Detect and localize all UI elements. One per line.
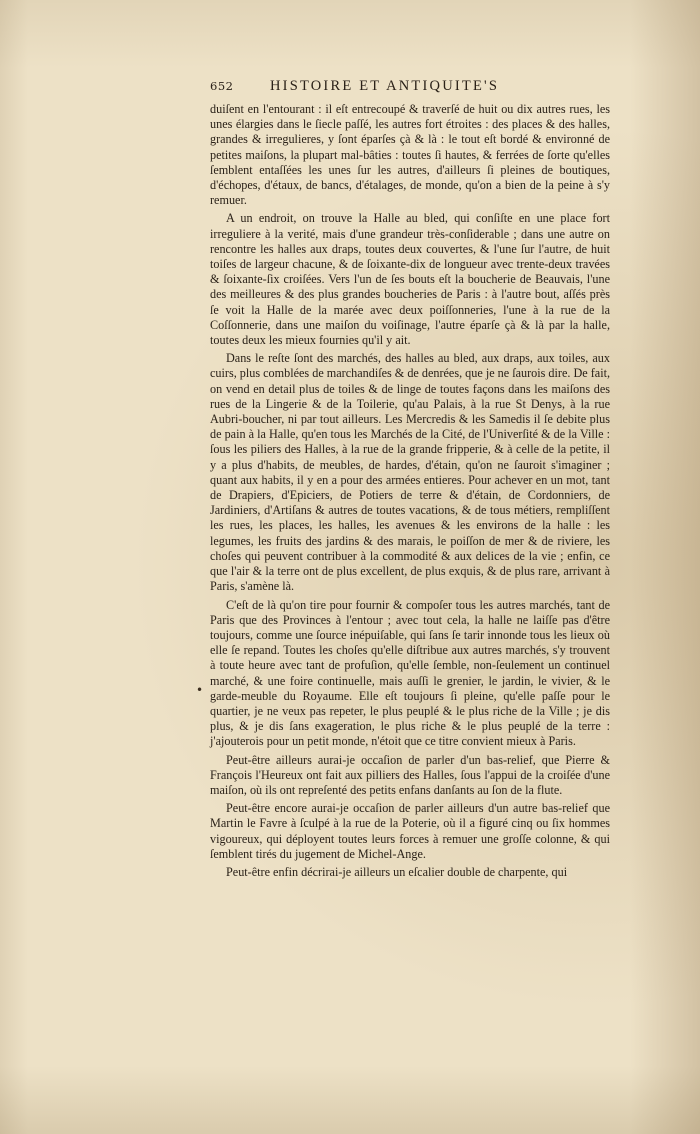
paragraph-2: A un endroit, on trouve la Halle au bled, qui conſiſte en une place fort irreguliere à la verité, mais d'une grandeur très-conſiderable ; dans une autre on rencontre les halles aux draps, toutes deux couvertes, & l'une ſur l'autre, de huit toiſes de largeur chacune, & de ſoixante-dix de longueur avec trente-deux travées & ſoixante-ſix croiſées. Vers l'un de ſes bouts eſt la boucherie de Beauvais, l'une des meilleures & des plus grandes boucheries de Paris : à l'autre bout, aſſés près ſe voit la Halle de la marée avec deux poiſſonneries, l'une à la rue de la Coſſonnerie, dans une maiſon du voiſinage, l'autre éparſe çà & là par la halle, toutes deux les mieux fournies qu'il y ait.: [210, 211, 610, 348]
paragraph-5: Peut-être ailleurs aurai-je occaſion de parler d'un bas-relief, que Pierre & François l'Heureux ont fait aux pilliers des Halles, ſous l'appui de la croiſée d'une maiſon, où ils ont repreſenté des petits enfans danſants au ſon de la flute.: [210, 752, 610, 797]
page-number: 652: [210, 79, 234, 93]
paragraph-6: Peut-être encore aurai-je occaſion de parler ailleurs d'un autre bas-relief que Martin le Favre à ſculpé à la rue de la Poterie, où il a figuré cinq ou ſix hommes vigoureux, qui déployent toutes leurs forces à remuer une groſſe colonne, & qui ſemblent tirés du jugement de Michel-Ange.: [210, 801, 610, 861]
paragraph-1: duiſent en l'entourant : il eſt entrecoupé & traverſé de huit ou dix autres rues, les unes élargies dans le ſiecle paſſé, les autres fort étroites : des places & des halles, grandes & irregulieres, y ſont éparſes çà & là : le tout eſt bordé & environné de petites maiſons, la plupart mal-bâties : toutes ſi hautes, & ferrées de ſorte qu'elles ſemblent entaſſées les unes ſur les autres, d'ailleurs ſi pleines de boutiques, d'échopes, d'étaux, de bancs, d'étalages, de monde, qu'on a bien de la peine à s'y remuer.: [210, 102, 610, 208]
paragraph-3: Dans le reſte ſont des marchés, des halles au bled, aux draps, aux toiles, aux cuirs, plus comblées de marchandiſes & de denrées, que je ne ſaurois dire. De fait, on vend en detail plus de toiles & de linge de toutes façons dans les maiſons des rues de la Lingerie & de la Toilerie, qu'au Palais, à la rue St Denys, à la rue Aubri-boucher, ni par tout ailleurs. Les Mercredis & les Samedis il ſe debite plus de pain à la Halle, qu'en tous les Marchés de la Cité, de l'Univerſité & de la Ville : ſous les piliers des Halles, à la rue de la grande fripperie, & à celle de la petite, il y a plus d'habits, de meubles, de hardes, d'étain, qu'on ne ſauroit s'imaginer ; quant aux habits, il y en a pour des armées entieres. Pour achever en un mot, tant de Drapiers, d'Epiciers, de Potiers de terre & d'étain, de Cordonniers, de Jardiniers, d'Artiſans & autres de toutes vacations, & de tous métiers, rempliſſent les rues, les places, les halles, les avenues & les environs de la halle : les legumes, les fruits des jardins & des marais, le poiſſon de mer & de riviere, les choſes qui peuvent contribuer à la commodité & aux delices de la vie ; enfin, ce que l'air & la terre ont de plus excellent, de plus exquis, & de plus rare, arrivant à Paris, s'amène là.: [210, 351, 611, 594]
paragraph-4: C'eſt de là qu'on tire pour fournir & compoſer tous les autres marchés, tant de Paris que des Provinces à l'entour ; avec tout cela, la halle ne laiſſe pas d'être toujours, comme une ſource inépuiſable, qui ſans ſe tarir innonde tous les lieux où elle ſe repand. Toutes les choſes qu'elle diſtribue aux autres marchés, s'y trouvent à toute heure avec tant de profuſion, qu'elle ſemble, non-ſeulement un continuel marché, & une foire continuelle, mais auſſi le grenier, le jardin, le vivier, & le garde-meuble du Royaume. Elle eſt toujours ſi pleine, qu'elle paſſe pour le quartier, je ne veux pas repeter, le plus peuplé & le plus riche de la Ville ; je dis plus, & je dis ſans exageration, le plus riche & le plus peuplé de la terre : j'ajouterois pour un petit monde, n'étoit que ce titre convient mieux à Paris.: [210, 597, 610, 749]
margin-mark: •: [196, 683, 204, 697]
running-head: [210, 78, 610, 100]
paragraph-7: Peut-être enfin décrirai-je ailleurs un eſcalier double de charpente, qui: [226, 864, 568, 879]
body-text: [210, 102, 610, 880]
running-title: HISTOIRE ET ANTIQUITE'S: [270, 78, 500, 94]
book-page: [210, 78, 610, 883]
